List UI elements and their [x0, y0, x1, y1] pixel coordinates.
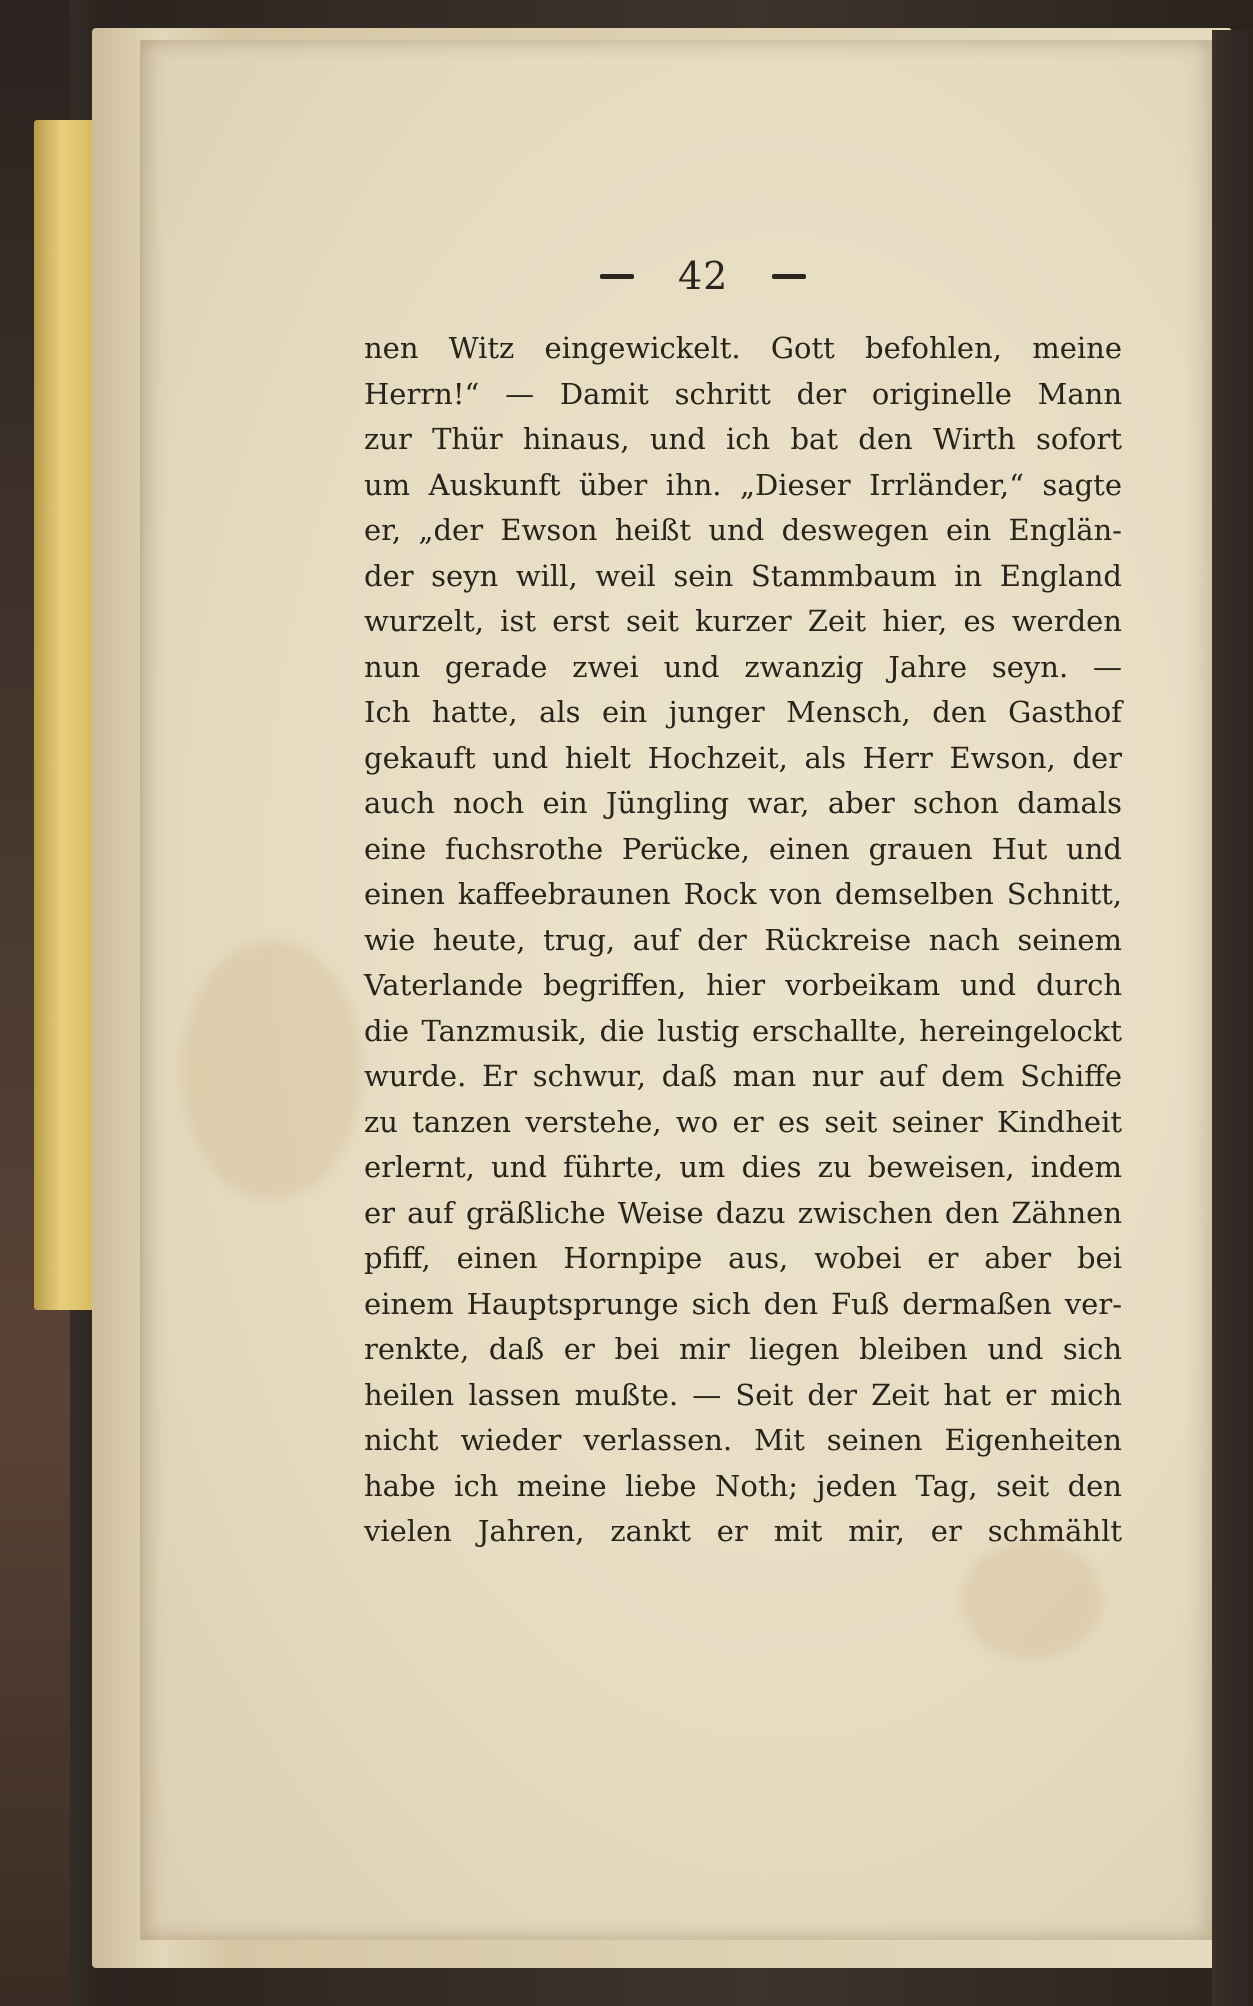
text-line: erlernt, und führte, um dies zu beweisen, indem — [364, 1150, 1122, 1184]
text-line: die Tanzmusik, die lustig erschallte, hereingelockt — [364, 1013, 1122, 1048]
text-line: vielen Jahren, zankt er mit mir, er schmählt — [364, 1514, 1122, 1548]
text-line: nun gerade zwei und zwanzig Jahre seyn. — — [364, 649, 1122, 684]
header-dash-right — [772, 274, 806, 279]
text-line: einen kaffeebraunen Rock von demselben Schnitt, — [364, 877, 1122, 911]
text-line: wurzelt, ist erst seit kurzer Zeit hier, es werden — [364, 604, 1122, 638]
text-line: Vaterlande begriffen, hier vorbeikam und durch — [364, 968, 1122, 1002]
text-line: der seyn will, weil sein Stammbaum in England — [364, 558, 1122, 593]
text-line: habe ich meine liebe Noth; jeden Tag, seit den — [364, 1468, 1122, 1503]
text-line: auch noch ein Jüngling war, aber schon damals — [364, 786, 1122, 820]
text-line: wie heute, trug, auf der Rückreise nach seinem — [364, 922, 1122, 957]
text-line: renkte, daß er bei mir liegen bleiben und sich — [364, 1332, 1122, 1366]
yellow-paper-strip — [34, 120, 94, 1310]
text-line: wurde. Er schwur, daß man nur auf dem Schiffe — [364, 1059, 1122, 1093]
text-line: nen Witz eingewickelt. Gott befohlen, meine — [364, 331, 1122, 365]
paper-stain — [182, 940, 362, 1200]
paper-stain — [962, 1540, 1102, 1660]
page-number: 42 — [678, 254, 729, 298]
text-line: um Auskunft über ihn. „Dieser Irrländer,“ sagte — [364, 467, 1122, 502]
page-header — [600, 246, 900, 306]
header-dash-left — [600, 274, 634, 279]
text-line: gekauft und hielt Hochzeit, als Herr Ewson, der — [364, 740, 1122, 775]
text-line: nicht wieder verlassen. Mit seinen Eigenheiten — [364, 1423, 1122, 1457]
text-line: er auf gräßliche Weise dazu zwischen den Zähnen — [364, 1195, 1122, 1230]
text-line: er, „der Ewson heißt und deswegen ein Englän- — [364, 513, 1122, 547]
text-line: eine fuchsrothe Perücke, einen grauen Hut und — [364, 831, 1122, 866]
text-line: heilen lassen mußte. — Seit der Zeit hat er mich — [364, 1377, 1122, 1412]
text-line: zu tanzen verstehe, wo er es seit seiner Kindheit — [364, 1104, 1122, 1139]
text-line: Ich hatte, als ein junger Mensch, den Gasthof — [364, 695, 1122, 729]
text-line: zur Thür hinaus, und ich bat den Wirth sofort — [364, 422, 1122, 456]
text-line: pfiff, einen Hornpipe aus, wobei er aber bei — [364, 1241, 1122, 1275]
text-line: Herrn!“ — Damit schritt der originelle Mann — [364, 376, 1122, 411]
binding-edge — [1212, 30, 1252, 2006]
text-line: einem Hauptsprunge sich den Fuß dermaßen ver- — [364, 1286, 1122, 1321]
page-text — [364, 326, 1122, 1555]
